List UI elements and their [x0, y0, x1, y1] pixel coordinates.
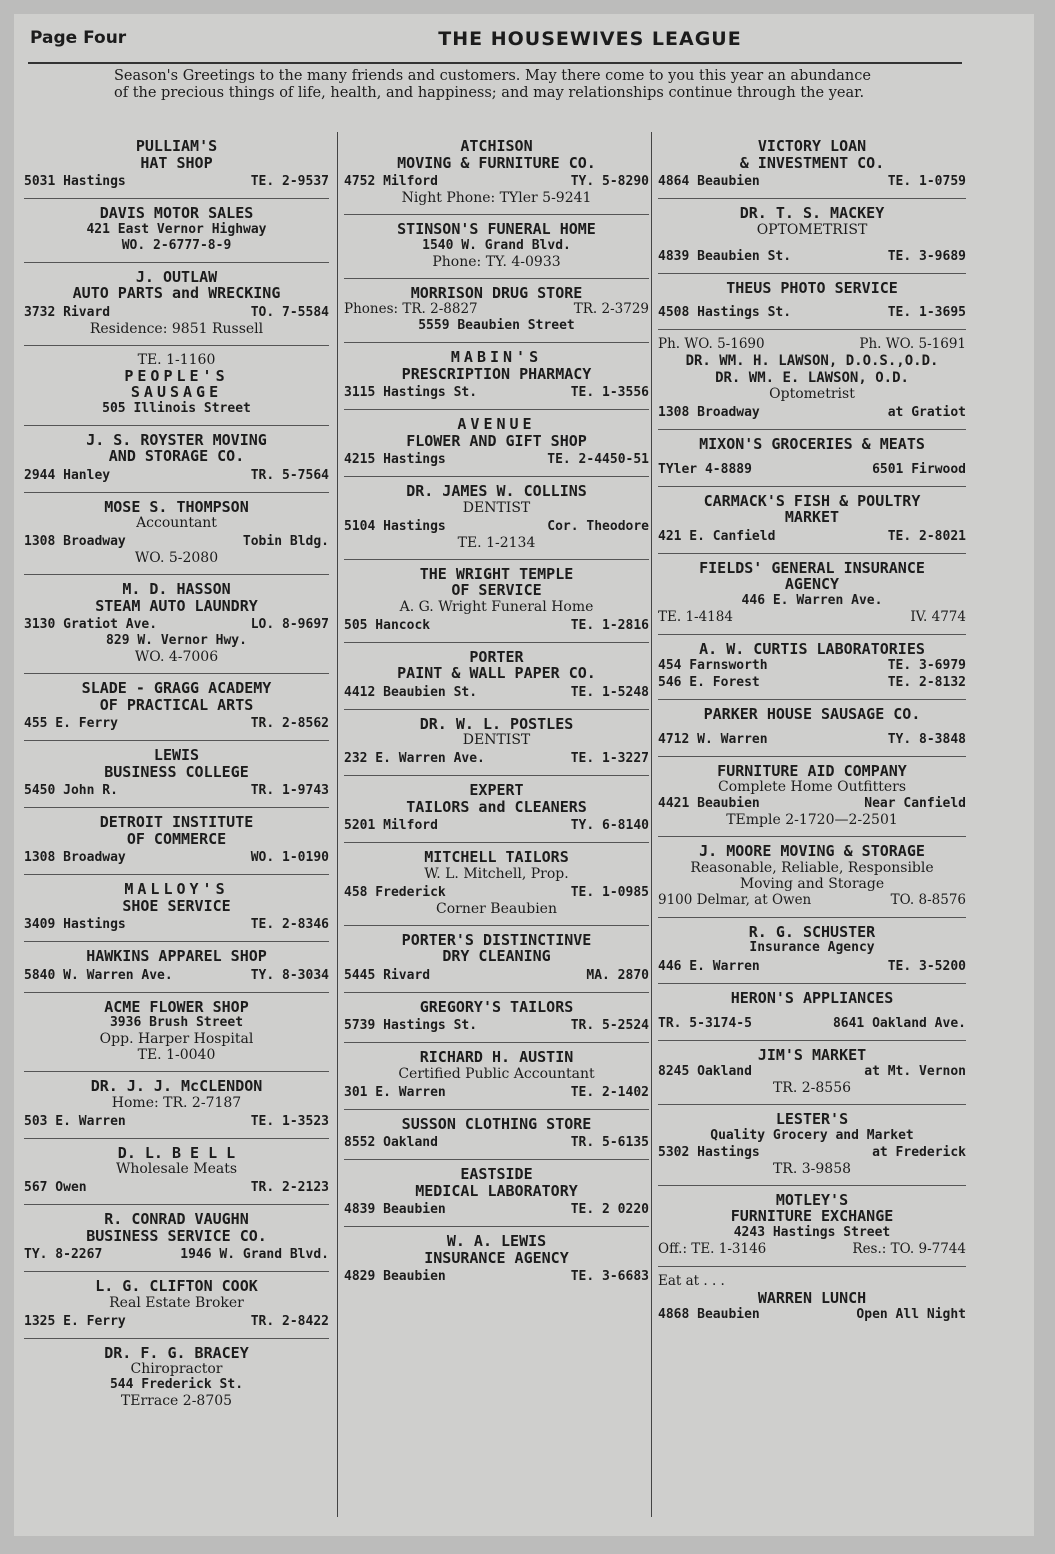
listing-address: 5201 Milford — [344, 818, 438, 833]
listing-phone: TE. 1-5248 — [570, 684, 649, 700]
listing-phone: TO. 8-8576 — [890, 891, 966, 908]
listing-name: M. D. HASSON — [122, 580, 231, 598]
listing-phone: Ph. WO. 5-1690 — [658, 336, 765, 352]
listing-phone: TR. 5-2524 — [570, 1018, 649, 1033]
listing-avenue — [344, 410, 649, 477]
listing-phone: TY. 5-8290 — [570, 174, 649, 189]
listing-name: A. W. CURTIS LABORATORIES — [699, 639, 925, 658]
listing-name: HERON'S APPLIANCES — [730, 989, 894, 1007]
listing-name: AVENUE — [457, 415, 536, 433]
listing-postles — [344, 710, 649, 777]
listing-name: AND STORAGE CO. — [108, 447, 245, 465]
listing-address: 505 Hancock — [344, 617, 431, 633]
listing-name: DR. F. G. BRACEY — [104, 1343, 249, 1362]
listing-curtis — [658, 635, 966, 701]
listing-address: 544 Frederick St. — [109, 1377, 244, 1392]
listing-name: BUSINESS SERVICE CO. — [86, 1226, 267, 1245]
listing-name: STEAM AUTO LAUNDRY — [95, 596, 258, 615]
listing-address: 4412 Beaubien St. — [344, 684, 478, 700]
listing-phone: TO. 7-5584 — [250, 304, 329, 320]
listing-address: 5104 Hastings — [344, 518, 446, 534]
page-title: THE HOUSEWIVES LEAGUE — [438, 28, 742, 50]
listing-address: 505 Illinois Street — [102, 400, 251, 416]
listing-phone: TE. 2-8132 — [887, 675, 966, 690]
listing-phone: WO. 5-2080 — [134, 550, 219, 566]
listing-address: 1308 Broadway — [658, 405, 760, 420]
listing-name: LESTER'S — [775, 1110, 849, 1128]
listing-corner: at Gratiot — [887, 405, 966, 420]
listing-corner: at Frederick — [872, 1144, 966, 1160]
listing-phone: TE. 1-4184 — [658, 608, 733, 625]
listing-address: 8641 Oakland Ave. — [832, 1015, 966, 1031]
listing-name: FIELDS' GENERAL INSURANCE — [699, 558, 925, 577]
listing-title: Wholesale Meats — [115, 1161, 238, 1177]
document-page — [14, 14, 1034, 1536]
listing-susson — [344, 1110, 649, 1161]
listing-phone: TR. 2-8422 — [250, 1313, 329, 1329]
listing-furniture-aid — [658, 757, 966, 838]
listing-address: 4421 Beaubien — [658, 796, 760, 811]
listing-name: ACME FLOWER SHOP — [104, 997, 249, 1016]
listing-motley — [658, 1186, 966, 1267]
listing-phone: TR. 2-2123 — [250, 1180, 329, 1195]
listing-intro: Eat at . . . — [658, 1272, 725, 1289]
listing-address: 4829 Beaubien — [344, 1269, 446, 1284]
listing-phone: TE. 1-3227 — [570, 751, 649, 766]
listing-residence-phone: Res.: TO. 9-7744 — [852, 1240, 966, 1257]
listing-name: DR. T. S. MACKEY — [739, 204, 885, 222]
listing-pulliams — [24, 132, 329, 199]
column-3 — [651, 132, 966, 1517]
listing-name: J. S. ROYSTER MOVING — [86, 430, 267, 449]
listing-mixon — [658, 430, 966, 487]
listing-address: 4839 Beaubien — [344, 1202, 446, 1217]
listing-austin — [344, 1043, 649, 1110]
listing-hours: Open All Night — [856, 1307, 966, 1322]
listing-address: 5445 Rivard — [344, 967, 431, 983]
listing-phone: TE. 1-3556 — [570, 385, 649, 400]
listing-address: 1308 Broadway — [24, 850, 126, 865]
listing-address: 4508 Hastings St. — [658, 305, 792, 320]
listing-hawkins — [24, 942, 329, 993]
listing-name: THEUS PHOTO SERVICE — [726, 278, 898, 297]
listing-name: EASTSIDE — [460, 1165, 533, 1183]
listing-phone: Phone: TY. 4-0933 — [432, 253, 561, 270]
listing-theus — [658, 274, 966, 331]
listing-fields — [658, 554, 966, 635]
listing-name: J. MOORE MOVING & STORAGE — [699, 842, 925, 860]
listing-phone: TE. 2-4450-51 — [547, 452, 649, 467]
listing-name: PARKER HOUSE SAUSAGE CO. — [703, 705, 921, 723]
listing-address: 3936 Brush Street — [109, 1015, 244, 1030]
listing-address: 458 Frederick — [344, 884, 446, 900]
listing-title: Accountant — [136, 515, 217, 531]
listing-address: 4839 Beaubien St. — [658, 248, 792, 264]
listing-phone: TE. 1-0985 — [570, 884, 649, 900]
listing-subtitle: Quality Grocery and Market — [710, 1127, 914, 1143]
listing-phone: TR. 2-3729 — [573, 301, 649, 317]
listing-address: 9100 Delmar, at Owen — [658, 891, 812, 908]
listing-schuster — [658, 918, 966, 985]
listing-name: D. L. B E L L — [117, 1143, 236, 1162]
listing-royster — [24, 426, 329, 493]
listing-parker — [658, 700, 966, 757]
listing-name: OF SERVICE — [451, 581, 542, 599]
listing-name: AGENCY — [784, 575, 840, 593]
listing-name: SUSSON CLOTHING STORE — [401, 1114, 592, 1133]
listing-davis — [24, 199, 329, 263]
listing-phone: Ph. WO. 5-1691 — [859, 336, 966, 352]
listing-name: LEWIS — [153, 746, 200, 764]
listing-mcclendon — [24, 1072, 329, 1139]
listing-name: THE WRIGHT TEMPLE — [419, 564, 574, 583]
listing-address: 4864 Beaubien — [658, 174, 760, 189]
listing-title: Insurance Agency — [749, 940, 875, 955]
listing-phone: TR. 2-8562 — [250, 716, 329, 731]
listing-address: 2944 Hanley — [24, 467, 111, 483]
listing-outlaw — [24, 263, 329, 346]
listing-address: 446 E. Warren — [658, 959, 760, 974]
listing-stinson — [344, 215, 649, 279]
listing-phone: TE. 1-3695 — [887, 305, 966, 320]
listing-name: SAUSAGE — [130, 383, 223, 401]
listing-moore — [658, 837, 966, 918]
listing-phone: TR. 2-8556 — [772, 1080, 852, 1096]
listing-name: SLADE - GRAGG ACADEMY — [81, 679, 272, 697]
listing-name: L. G. CLIFTON COOK — [95, 1277, 258, 1295]
listing-title: Certified Public Accountant — [398, 1065, 595, 1082]
listing-warren-lunch — [658, 1267, 966, 1332]
page-header — [28, 24, 962, 64]
listing-phone: TEmple 2-1720—2-2501 — [726, 812, 898, 828]
listing-phone: TY. 8-3848 — [887, 731, 966, 747]
listing-address: 454 Farnsworth — [658, 658, 768, 673]
listing-name: ATCHISON — [460, 137, 533, 155]
listing-phone: TE. 2 0220 — [570, 1202, 649, 1217]
listing-title: DENTIST — [462, 499, 531, 516]
listing-name: PAINT & WALL PAPER CO. — [397, 664, 596, 682]
listing-note: Opp. Harper Hospital — [99, 1031, 254, 1047]
listing-name: MOSE S. THOMPSON — [104, 497, 249, 516]
listing-name: PORTER — [469, 647, 524, 666]
listing-name: W. A. LEWIS — [446, 1232, 547, 1250]
listing-name: INSURANCE AGENCY — [424, 1248, 569, 1267]
listing-name: GREGORY'S TAILORS — [419, 997, 574, 1016]
listing-name: HAWKINS APPAREL SHOP — [86, 947, 267, 965]
listing-phone: TE. 3-5200 — [887, 959, 966, 974]
listing-thompson — [24, 493, 329, 576]
listing-subtitle: Reasonable, Reliable, Responsible — [690, 859, 934, 876]
listing-building: Tobin Bldg. — [242, 534, 329, 549]
listing-morrison — [344, 279, 649, 344]
listing-porters — [344, 926, 649, 993]
listing-name: MALLOY'S — [124, 880, 229, 898]
listing-address: 6501 Firwood — [872, 461, 966, 477]
listing-phone: TE. 2-8346 — [250, 917, 329, 932]
listing-name: DR. W. L. POSTLES — [419, 714, 574, 733]
listing-title: Optometrist — [769, 386, 855, 402]
listing-name: DETROIT INSTITUTE — [99, 813, 254, 831]
listing-walewis — [344, 1227, 649, 1293]
listing-mitchell — [344, 843, 649, 926]
listing-phone: TE. 1-1160 — [137, 351, 216, 368]
listing-address: 446 E. Warren Ave. — [741, 592, 883, 608]
listing-eastside — [344, 1160, 649, 1227]
listing-name: WARREN LUNCH — [757, 1288, 867, 1307]
listing-name: FURNITURE AID COMPANY — [717, 761, 907, 780]
listing-name: AUTO PARTS and WRECKING — [72, 284, 281, 302]
listing-name: PORTER'S DISTINCTINVE — [401, 930, 592, 949]
listing-residence: Residence: 9851 Russell — [89, 320, 264, 337]
listing-title: Chiropractor — [130, 1361, 223, 1377]
listing-name: DR. J. J. McCLENDON — [90, 1077, 263, 1095]
listing-phone: LO. 8-9697 — [250, 617, 329, 632]
listing-address: 5302 Hastings — [658, 1144, 760, 1160]
listing-name: SHOE SERVICE — [122, 896, 231, 915]
listing-address: 3732 Rivard — [24, 304, 111, 320]
listing-lewis — [24, 741, 329, 808]
listing-address: 5450 John R. — [24, 783, 118, 798]
listing-name: R. CONRAD VAUGHN — [104, 1210, 249, 1228]
column-1 — [24, 132, 329, 1517]
listing-address: 232 E. Warren Ave. — [344, 751, 485, 766]
listing-peoples — [24, 346, 329, 426]
listing-phone: TErrace 2-8705 — [120, 1393, 233, 1409]
listing-phone: Phones: TR. 2-8827 — [344, 301, 478, 317]
listing-cook — [24, 1272, 329, 1339]
listing-heron — [658, 984, 966, 1041]
listing-office-phone: Off.: TE. 1-3146 — [658, 1240, 767, 1257]
listing-name: CARMACK'S FISH & POULTRY — [703, 491, 921, 510]
listing-proprietor: W. L. Mitchell, Prop. — [424, 865, 569, 882]
listing-phone: TY. 8-2267 — [24, 1247, 103, 1262]
listing-phone: WO. 2-6777-8-9 — [121, 237, 232, 253]
listing-address: 1946 W. Grand Blvd. — [180, 1247, 329, 1262]
listing-phone: TE. 1-0759 — [887, 174, 966, 189]
listing-address: 421 E. Canfield — [658, 528, 776, 544]
listing-name: PULLIAM'S — [135, 137, 218, 155]
listing-acme — [24, 993, 329, 1073]
listing-subtitle: Moving and Storage — [739, 875, 885, 892]
listing-corner: Cor. Theodore — [547, 518, 649, 534]
listing-name: STINSON'S FUNERAL HOME — [397, 220, 596, 238]
listing-lesters — [658, 1105, 966, 1186]
listing-name: DR. JAMES W. COLLINS — [406, 482, 587, 500]
listing-address: 455 E. Ferry — [24, 716, 118, 731]
listing-porter — [344, 643, 649, 710]
listing-bracey — [24, 1339, 329, 1418]
listing-name: DRY CLEANING — [442, 947, 551, 965]
listing-name: EXPERT — [469, 781, 524, 799]
listing-carmack — [658, 487, 966, 554]
listing-name: RICHARD H. AUSTIN — [419, 1048, 574, 1066]
listing-name: TAILORS and CLEANERS — [406, 797, 587, 816]
listing-address: 8245 Oakland — [658, 1064, 752, 1079]
listing-phone: TE. 1-3523 — [250, 1113, 329, 1129]
listing-address: 301 E. Warren — [344, 1084, 446, 1100]
listing-name: MITCHELL TAILORS — [424, 848, 569, 866]
listing-vaughn — [24, 1205, 329, 1272]
listing-address: 3115 Hastings St. — [344, 385, 478, 400]
listing-phone: TE. 3-9689 — [887, 248, 966, 264]
listing-phone: TY. 6-8140 — [570, 818, 649, 833]
listing-name: PRESCRIPTION PHARMACY — [401, 364, 592, 383]
listing-name: MEDICAL LABORATORY — [415, 1181, 578, 1200]
listing-phone: TYler 4-8889 — [658, 461, 752, 477]
listing-phone: TE. 3-6683 — [570, 1269, 649, 1284]
listing-name: MARKET — [784, 508, 840, 526]
listing-address: 829 W. Vernor Hwy. — [106, 633, 247, 648]
listing-address: 1540 W. Grand Blvd. — [422, 237, 571, 253]
listing-name: JIM'S MARKET — [757, 1045, 867, 1064]
listing-address: 1325 E. Ferry — [24, 1313, 126, 1329]
listing-address: 3130 Gratiot Ave. — [24, 617, 158, 632]
listing-malloy — [24, 875, 329, 942]
listing-corner: Corner Beaubien — [436, 900, 557, 917]
greeting-text: Season's Greetings to the many friends and customers. May there come to you this year an abundance of the precious things of life, health, and happiness; and may relationships continue through the year. — [114, 68, 871, 101]
listing-title: OPTOMETRIST — [756, 221, 868, 238]
listing-address: 546 E. Forest — [658, 675, 760, 690]
listing-phone: WO. 4-7006 — [134, 649, 219, 665]
listing-address: 3409 Hastings — [24, 917, 126, 932]
listing-expert — [344, 776, 649, 843]
listing-name: PEOPLE'S — [124, 366, 229, 385]
column-2 — [337, 132, 649, 1517]
listing-corner: at Mt. Vernon — [864, 1064, 966, 1079]
listing-name: J. OUTLAW — [135, 267, 218, 286]
listing-subtitle: A. G. Wright Funeral Home — [399, 598, 594, 615]
listing-name: DAVIS MOTOR SALES — [99, 204, 254, 222]
listing-phone: TE. 1-0040 — [137, 1047, 216, 1063]
listing-phone: TE. 2-1402 — [570, 1084, 649, 1100]
listing-phone: TR. 5-6135 — [570, 1135, 649, 1150]
listing-address: 4868 Beaubien — [658, 1307, 760, 1322]
listing-name: R. G. SCHUSTER — [748, 922, 876, 941]
listing-address: 5840 W. Warren Ave. — [24, 967, 173, 983]
listing-address: 421 East Vernor Highway — [86, 221, 267, 237]
listing-address: 5739 Hastings St. — [344, 1018, 478, 1033]
listing-address: 5559 Beaubien Street — [418, 318, 575, 333]
listing-phone: TE. 2-8021 — [887, 528, 966, 544]
listing-name: VICTORY LOAN — [757, 137, 867, 155]
listing-home-phone: Home: TR. 2-7187 — [111, 1094, 242, 1111]
listing-night-phone: Night Phone: TYler 5-9241 — [401, 190, 592, 206]
listing-name: MORRISON DRUG STORE — [410, 283, 583, 302]
listing-phone: TR. 1-9743 — [250, 783, 329, 798]
listing-phone: TE. 3-6979 — [887, 658, 966, 673]
listing-name: MIXON'S GROCERIES & MEATS — [699, 435, 925, 453]
listing-phone: WO. 1-0190 — [250, 850, 329, 865]
listing-name: BUSINESS COLLEGE — [104, 762, 249, 781]
listing-address: 4752 Milford — [344, 174, 438, 189]
listing-name: OF PRACTICAL ARTS — [99, 695, 254, 714]
listing-phone: TE. 2-9537 — [250, 174, 329, 189]
listing-address: 1308 Broadway — [24, 534, 126, 549]
listing-address: 4712 W. Warren — [658, 731, 768, 747]
listing-lawson — [658, 330, 966, 430]
listing-phone: TR. 5-3174-5 — [658, 1015, 752, 1031]
listing-detroit — [24, 808, 329, 875]
listing-title: Real Estate Broker — [109, 1294, 244, 1311]
listing-phone: IV. 4774 — [910, 608, 966, 625]
page-number: Page Four — [30, 28, 127, 48]
listing-phone: TY. 8-3034 — [250, 967, 329, 983]
listing-name: MOVING & FURNITURE CO. — [397, 153, 596, 172]
listing-title: DENTIST — [462, 732, 531, 748]
listing-address: 8552 Oakland — [344, 1135, 438, 1150]
listing-address: 503 E. Warren — [24, 1113, 126, 1129]
listing-name: FURNITURE EXCHANGE — [730, 1207, 894, 1225]
listing-jims — [658, 1041, 966, 1106]
listing-name: FLOWER AND GIFT SHOP — [406, 431, 587, 450]
listing-gregory — [344, 993, 649, 1044]
listing-phone: TE. 1-2134 — [457, 534, 536, 551]
listing-mabin — [344, 343, 649, 410]
listing-name: MABIN'S — [450, 348, 543, 366]
listing-phone: MA. 2870 — [586, 967, 649, 983]
listing-address: 4243 Hastings Street — [733, 1224, 891, 1240]
listing-name: DR. WM. E. LAWSON, O.D. — [715, 369, 909, 386]
listing-address: 5031 Hastings — [24, 174, 126, 189]
listing-phone: TE. 1-2816 — [570, 617, 649, 633]
listing-collins — [344, 477, 649, 560]
listing-slade — [24, 674, 329, 741]
listing-name: MOTLEY'S — [775, 1190, 849, 1209]
listing-name: & INVESTMENT CO. — [739, 153, 885, 172]
listing-victory — [658, 132, 966, 199]
listing-mackey — [658, 199, 966, 274]
listing-atchison — [344, 132, 649, 215]
listing-address: 567 Owen — [24, 1180, 87, 1195]
listing-corner: Near Canfield — [864, 796, 966, 811]
listing-name: DR. WM. H. LAWSON, D.O.S.,O.D. — [685, 353, 939, 369]
listing-hasson — [24, 575, 329, 674]
listing-address: 4215 Hastings — [344, 452, 446, 467]
listing-subtitle: Complete Home Outfitters — [717, 779, 907, 795]
listing-wright — [344, 560, 649, 643]
listing-name: HAT SHOP — [140, 153, 213, 172]
listing-name: OF COMMERCE — [126, 829, 227, 848]
listing-bell — [24, 1139, 329, 1206]
listing-phone: TR. 5-7564 — [250, 467, 329, 483]
listing-phone: TR. 3-9858 — [772, 1160, 852, 1177]
